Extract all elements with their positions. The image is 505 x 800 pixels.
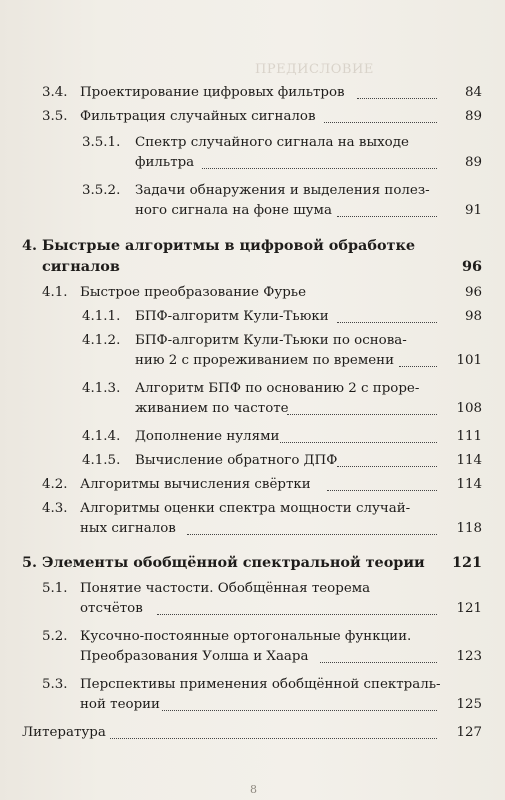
section-number: 3.5.2. [82,183,121,198]
section-title: БПФ-алгоритм Кули-Тьюки [135,309,329,324]
chapter-title-line1: Быстрые алгоритмы в цифровой обработке [42,237,416,254]
page-number: 114 [456,453,482,468]
dot-leader [280,442,437,443]
section-title-line2: нию 2 с прореживанием по времени [135,353,395,368]
section-number: 5.3. [42,677,68,692]
section-title-line2: ного сигнала на фоне шума [135,203,332,218]
section-title-line1: БПФ-алгоритм Кули-Тьюки по основа- [135,333,407,348]
section-title: Проектирование цифровых фильтров [80,85,345,100]
dot-leader [324,122,437,123]
section-number: 3.4. [42,85,68,100]
section-number: 4.1. [42,285,68,300]
section-number: 4.3. [42,501,68,516]
section-number: 5.1. [42,581,68,596]
page-number: 98 [464,309,482,324]
section-title-line2: ных сигналов [80,521,176,536]
chapter-number: 4. [22,237,38,254]
section-number: 3.5. [42,109,68,124]
page-number: 89 [464,155,482,170]
page-number: 96 [464,285,482,300]
page-number: 123 [456,649,482,664]
section-title: Алгоритмы вычисления свёртки [80,477,311,492]
chapter-number: 5. [22,554,38,571]
chapter-title: Элементы обобщённой спектральной теории [42,554,425,571]
section-title-line1: Алгоритм БПФ по основанию 2 с проре- [135,381,420,396]
section-title-line1: Задачи обнаружения и выделения полез- [135,183,430,198]
toc-entry-references[interactable] [22,723,482,743]
dot-leader [110,738,437,739]
dot-leader [202,168,437,169]
dot-leader [399,366,437,367]
section-title-line2: живанием по частоте [135,401,289,416]
chapter-title-line2: сигналов [42,258,120,275]
toc-entry-4-1-1[interactable] [82,307,482,327]
page-number: 125 [456,697,482,712]
toc-entry-3-4[interactable] [42,83,482,103]
folio-number: 8 [250,783,257,796]
dot-leader [337,216,437,217]
page-number: 121 [456,601,482,616]
section-number: 4.1.5. [82,453,121,468]
toc-entry-4-1-4[interactable] [82,427,482,447]
page-number: 84 [464,85,482,100]
section-number: 5.2. [42,629,68,644]
page-number: 114 [456,477,482,492]
toc-entry-3-5-2[interactable] [82,181,482,221]
section-number: 3.5.1. [82,135,121,150]
dot-leader [337,322,437,323]
dot-leader [320,662,437,663]
dot-leader [187,534,437,535]
toc-chapter-5[interactable] [22,553,482,574]
dot-leader [287,414,437,415]
dot-leader [162,710,437,711]
bleed-through-heading: ПРЕДИСЛОВИЕ [255,62,374,77]
section-number: 4.1.3. [82,381,121,396]
toc-entry-4-2[interactable] [42,475,482,495]
section-title-line1: Кусочно-постоянные ортогональные функции. [80,629,412,644]
section-number: 4.1.1. [82,309,121,324]
section-title-line1: Перспективы применения обобщённой спектраль- [80,677,441,692]
dot-leader [327,490,437,491]
page-number: 121 [451,554,482,571]
section-title-line2: отсчётов [80,601,143,616]
page-number: 127 [456,725,482,740]
section-title-line1: Понятие частости. Обобщённая теорема [80,581,371,596]
section-title-line2: фильтра [135,155,195,170]
section-title-line1: Спектр случайного сигнала на выходе [135,135,409,150]
page-number: 118 [456,521,482,536]
toc-entry-5-2[interactable] [42,627,482,667]
page-number: 91 [464,203,482,218]
toc-chapter-4[interactable] [22,236,482,278]
section-title: Дополнение нулями [135,429,280,444]
dot-leader [157,614,437,615]
toc-entry-5-1[interactable] [42,579,482,619]
page-number: 111 [456,429,482,444]
toc-entry-5-3[interactable] [42,675,482,715]
toc-entry-4-1-2[interactable] [82,331,482,371]
page-number: 108 [456,401,482,416]
toc-entry-4-1-5[interactable] [82,451,482,471]
section-number: 4.2. [42,477,68,492]
page-number: 89 [464,109,482,124]
dot-leader [337,466,437,467]
section-title-line2: ной теории [80,697,160,712]
section-title: Фильтрация случайных сигналов [80,109,316,124]
toc-entry-4-1[interactable] [42,283,482,303]
page-number: 96 [461,258,482,275]
section-title-line2: Преобразования Уолша и Хаара [80,649,309,664]
section-number: 4.1.2. [82,333,121,348]
toc-entry-4-3[interactable] [42,499,482,539]
section-title-line1: Алгоритмы оценки спектра мощности случай- [80,501,411,516]
section-number: 4.1.4. [82,429,121,444]
toc-entry-3-5-1[interactable] [82,133,482,173]
section-title: Вычисление обратного ДПФ [135,453,338,468]
section-title: Быстрое преобразование Фурье [80,285,307,300]
page-number: 101 [456,353,482,368]
section-title: Литература [22,725,106,740]
dot-leader [357,98,437,99]
toc-entry-3-5[interactable] [42,107,482,127]
toc-entry-4-1-3[interactable] [82,379,482,419]
